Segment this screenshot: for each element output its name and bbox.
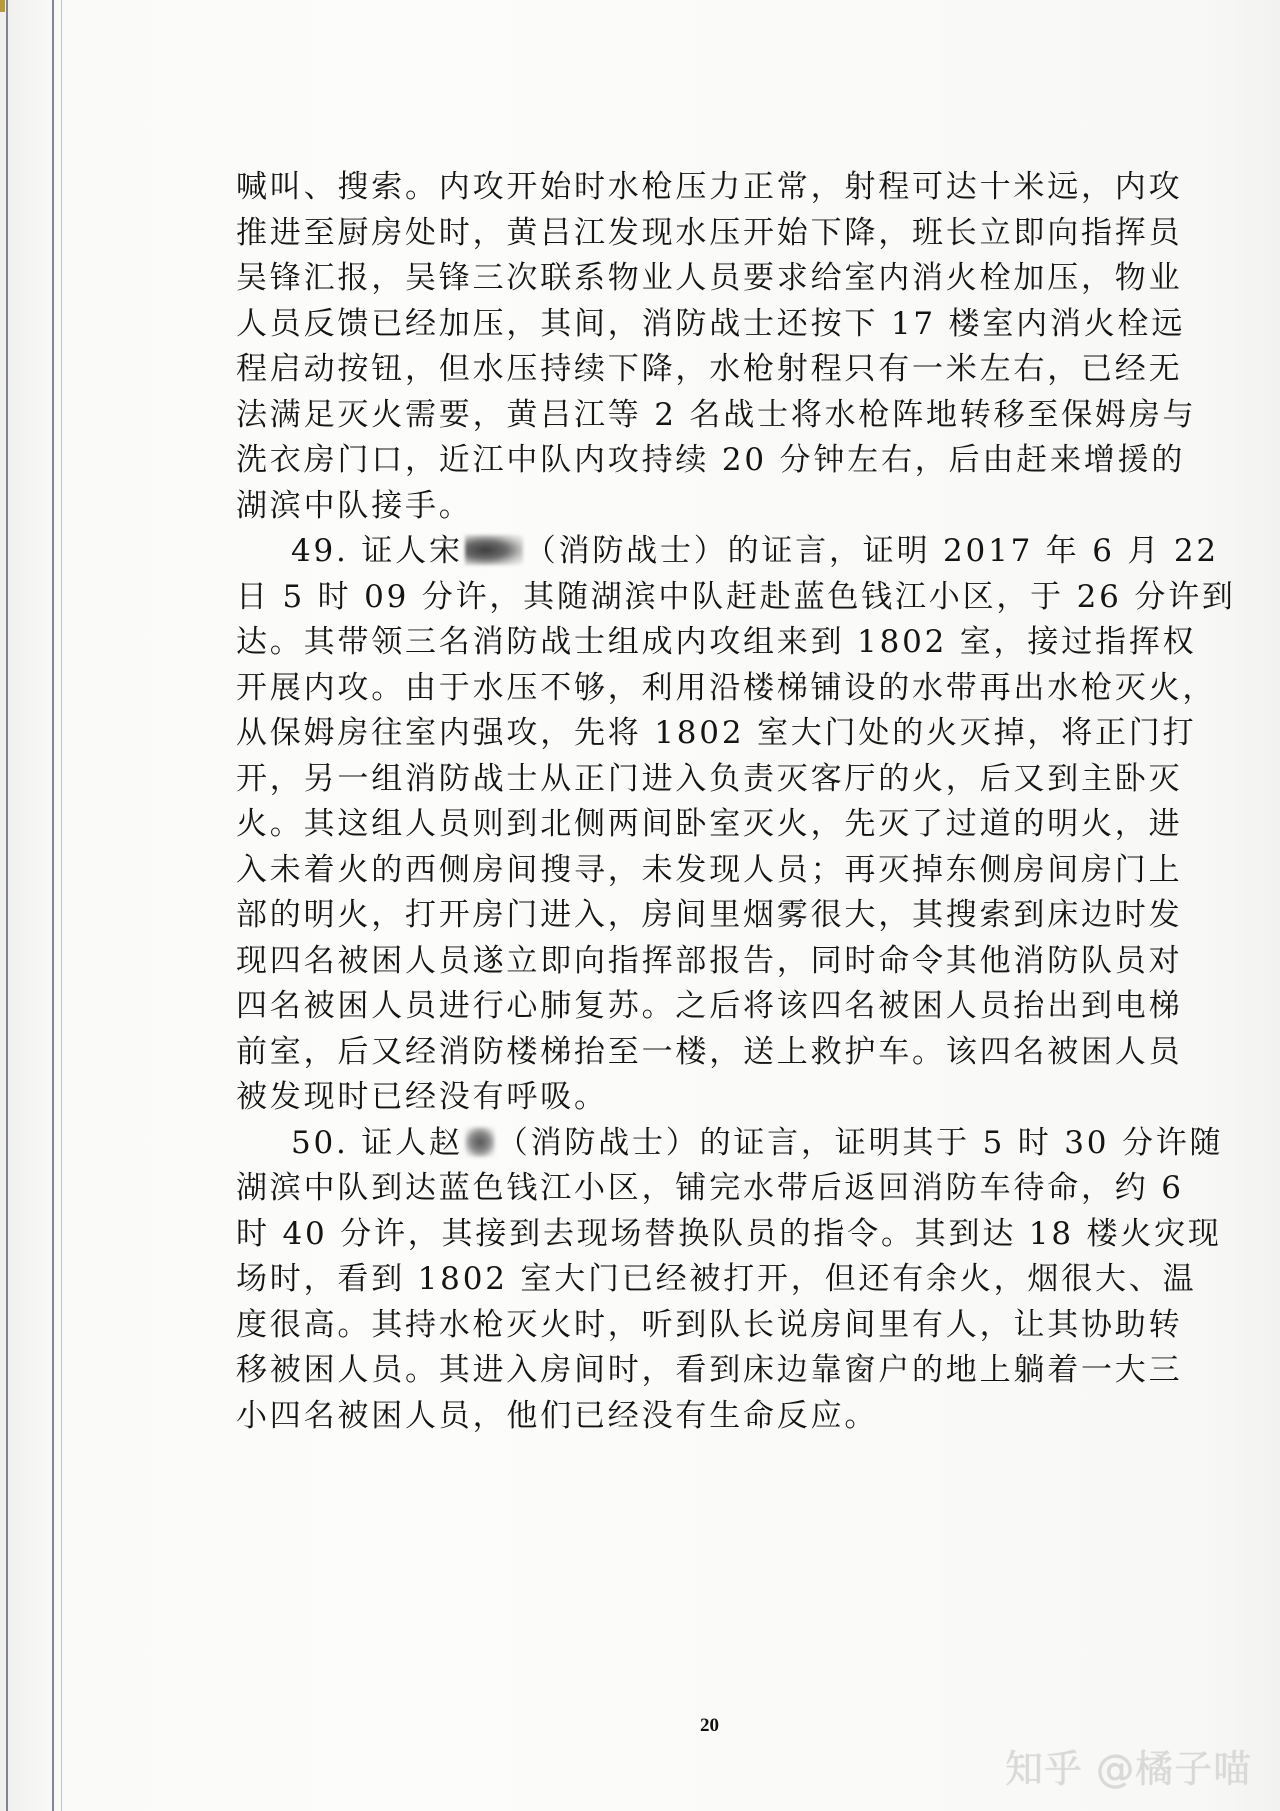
text-line: 入未着火的西侧房间搜寻，未发现人员；再灭掉东侧房间房门上	[236, 851, 1183, 888]
binding-edge-line	[61, 0, 62, 1811]
witness-50-desc: （消防战士）的证言，证明其于 5 时 30 分许随	[496, 1124, 1224, 1161]
text-line: 喊叫、搜索。内攻开始时水枪压力正常，射程可达十米远，内攻	[236, 169, 1183, 205]
text-line: 部的明火，打开房门进入，房间里烟雾很大，其搜索到床边时发	[236, 897, 1183, 933]
document-body	[236, 165, 1236, 1439]
text-line: 法满足灭火需要，黄吕江等 2 名战士将水枪阵地转移至保姆房与	[236, 396, 1197, 433]
text-line: 推进至厨房处时，黄吕江发现水压开始下降，班长立即向指挥员	[236, 214, 1183, 251]
text-line: 湖滨中队接手。	[236, 487, 473, 524]
text-line: 度很高。其持水枪灭火时，听到队长说房间里有人，让其协助转	[236, 1306, 1183, 1343]
paragraph-49-heading-line	[236, 529, 1219, 575]
binding-edge-line	[52, 0, 54, 1811]
text-line: 日 5 时 09 分许，其随湖滨中队赶赴蓝色钱江小区，于 26 分许到	[236, 578, 1236, 615]
text-line: 场时，看到 1802 室大门已经被打开，但还有余火，烟很大、温	[236, 1261, 1197, 1297]
text-line: 开展内攻。由于水压不够，利用沿楼梯铺设的水带再出水枪灭火，	[236, 669, 1217, 706]
text-line: 四名被困人员进行心肺复苏。之后将该四名被困人员抬出到电梯	[236, 988, 1183, 1024]
text-line: 前室，后又经消防楼梯抬至一楼，送上救护车。该四名被困人员	[236, 1033, 1183, 1070]
redacted-name-blur	[465, 1127, 495, 1157]
text-line: 现四名被困人员遂立即向指挥部报告，同时命令其他消防队员对	[236, 942, 1183, 979]
text-line: 达。其带领三名消防战士组成内攻组来到 1802 室，接过指挥权	[236, 624, 1197, 660]
text-line: 被发现时已经没有呼吸。	[236, 1079, 608, 1115]
paragraph-50-heading-line	[236, 1121, 1224, 1167]
text-line: 洗衣房门口，近江中队内攻持续 20 分钟左右，后由赶来增援的	[236, 442, 1186, 478]
witness-49-desc: （消防战士）的证言，证明 2017 年 6 月 22	[524, 533, 1219, 569]
page-number: 20	[700, 1715, 719, 1736]
text-line: 人员反馈已经加压，其间，消防战士还按下 17 楼室内消火栓远	[236, 305, 1186, 342]
binding-edge-line	[6, 0, 8, 1811]
text-line: 时 40 分许，其接到去现场替换队员的指令。其到达 18 楼火灾现	[236, 1215, 1222, 1252]
text-line: 从保姆房往室内强攻，先将 1802 室大门处的火灭掉，将正门打	[236, 715, 1197, 751]
redacted-name-blur	[465, 535, 523, 565]
text-line: 小四名被困人员，他们已经没有生命反应。	[236, 1397, 879, 1434]
text-line: 湖滨中队到达蓝色钱江小区，铺完水带后返回消防车待命，约 6	[236, 1170, 1184, 1206]
witness-49-label: 49. 证人宋	[291, 533, 463, 569]
binding-clip-mark	[0, 0, 5, 12]
witness-50-label: 50. 证人赵	[291, 1124, 463, 1161]
zhihu-watermark: 知乎 @橘子喵	[1005, 1747, 1253, 1791]
text-line: 吴锋汇报，吴锋三次联系物业人员要求给室内消火栓加压，物业	[236, 260, 1183, 296]
text-line: 火。其这组人员则到北侧两间卧室灭火，先灭了过道的明火，进	[236, 806, 1183, 842]
text-line: 程启动按钮，但水压持续下降，水枪射程只有一米左右，已经无	[236, 351, 1183, 387]
text-line: 移被困人员。其进入房间时，看到床边靠窗户的地上躺着一大三	[236, 1352, 1183, 1388]
text-line: 开，另一组消防战士从正门进入负责灭客厅的火，后又到主卧灭	[236, 760, 1183, 797]
